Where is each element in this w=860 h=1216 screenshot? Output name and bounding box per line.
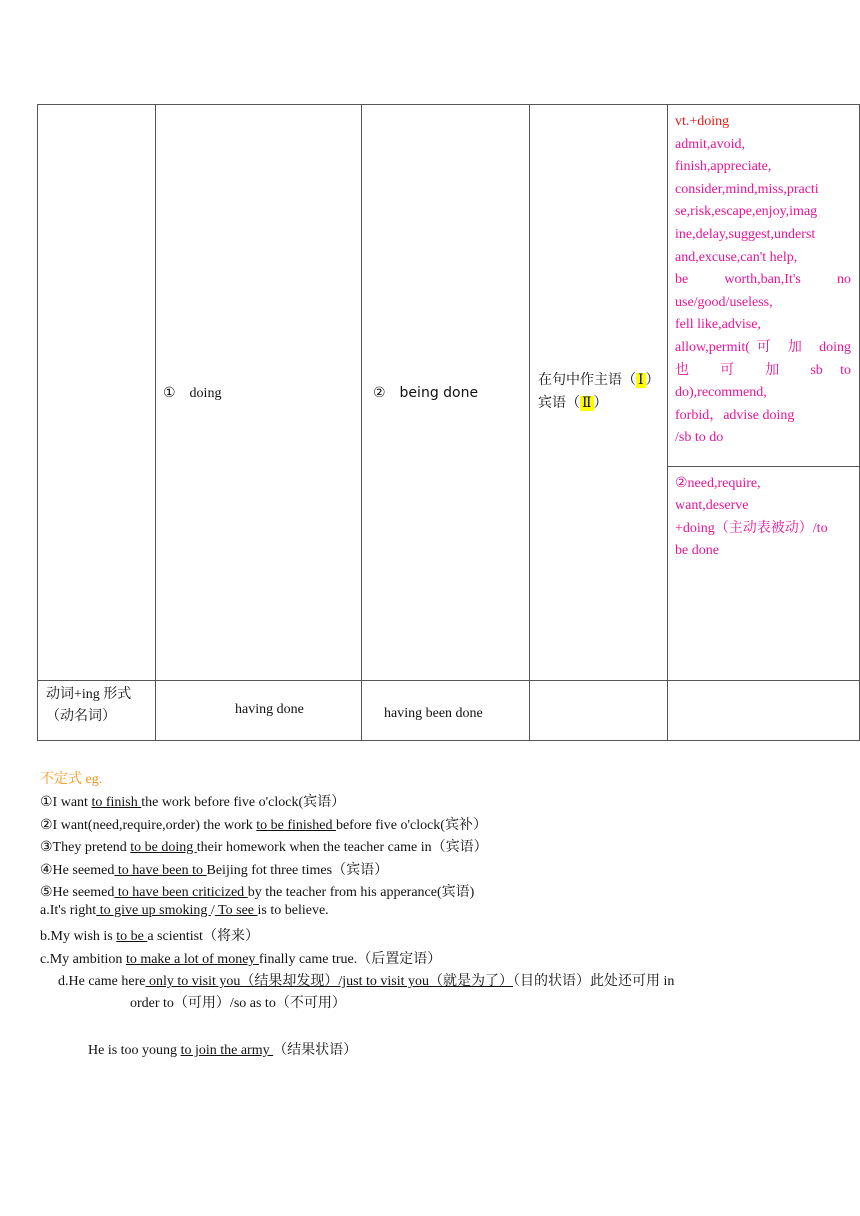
empty-cell — [668, 680, 860, 740]
form-being-done: ② being done — [373, 385, 479, 402]
text: ⑤He seemed — [40, 885, 115, 900]
text: a scientist（将来） — [147, 929, 259, 944]
example-d-cont: order to（可用）/so as to（不可用） — [130, 996, 346, 1011]
having-been-done-cell — [362, 680, 530, 740]
verb-line: fell like,advise, — [675, 317, 761, 333]
text: by the teacher from his apperance(宾语) — [247, 885, 475, 900]
example-e — [88, 1039, 357, 1059]
verb-line: use/good/useless, — [675, 294, 773, 310]
blank-answer: to be doing — [130, 840, 197, 855]
blank-answer: to finish — [91, 795, 142, 810]
text: ②I want(need,require,order) the work — [40, 818, 257, 833]
text: d.He came here — [58, 974, 146, 989]
verb-line: allow,permit(可 加 doing — [675, 339, 851, 355]
text: Beijing fot three times（宾语） — [206, 863, 389, 878]
form-doing-cell — [156, 105, 362, 681]
need-line: +doing（主动表被动）/to — [675, 520, 828, 536]
text: a.It's right — [40, 903, 97, 918]
verbs-doing-title: vt.+doing — [675, 114, 730, 129]
function-subject: 在句中作主语（ — [538, 373, 636, 389]
example-4 — [40, 859, 388, 879]
example-2 — [40, 814, 487, 834]
text: finally came true.（后置定语） — [258, 952, 442, 967]
blank-answer: to make a lot of money — [125, 952, 259, 967]
text: ①I want — [40, 795, 92, 810]
blank-answer: only to visit you（结果却发现）/just to visit you（就是为了） — [145, 974, 513, 989]
blank-answer: to give up smoking — [96, 903, 211, 918]
notes-heading: 不定式 eg. — [40, 772, 103, 787]
verb-line: and,excuse,can't help, — [675, 249, 798, 265]
having-done-cell — [156, 680, 362, 740]
grammar-table — [37, 104, 860, 741]
paren: ） — [645, 373, 660, 389]
example-3 — [40, 836, 488, 856]
empty-cell — [530, 680, 668, 740]
need-line: be done — [675, 543, 719, 559]
mark-2: Ⅱ — [582, 396, 592, 412]
example-a — [40, 903, 329, 919]
example-c — [40, 948, 441, 968]
blank-cell — [38, 105, 156, 681]
verb-line: ine,delay,suggest,underst — [675, 226, 816, 242]
verbs-doing-cell — [668, 105, 860, 467]
row-label-cell — [38, 680, 156, 740]
blank-answer: to be finished — [256, 818, 336, 833]
text: is to believe. — [257, 903, 329, 918]
text: He is too young — [88, 1043, 181, 1058]
verb-line: consider,mind,miss,practi — [675, 181, 819, 197]
example-1 — [40, 791, 345, 811]
text: c.My ambition — [40, 952, 126, 967]
blank-answer: to have been criticized — [114, 885, 248, 900]
need-line: ②need,require, — [675, 475, 761, 491]
text: the work before five o'clock(宾语） — [141, 795, 346, 810]
verb-line: forbid，advise doing — [675, 407, 795, 423]
mark-1: Ⅰ — [638, 373, 644, 389]
form-having-been-done: having been done — [384, 706, 483, 722]
paren: ） — [593, 396, 608, 412]
blank-answer: to join the army — [180, 1043, 274, 1058]
function-object: 宾语（ — [538, 396, 580, 412]
text: before five o'clock(宾补） — [335, 818, 487, 833]
verb-line: do),recommend, — [675, 385, 767, 401]
text: ③They pretend — [40, 840, 131, 855]
verb-line: se,risk,escape,enjoy,imag — [675, 204, 818, 220]
text: （目的状语）此处还可用 in — [512, 974, 675, 989]
need-line: want,deserve — [675, 498, 749, 514]
text: their homework when the teacher came in（宾语） — [196, 840, 488, 855]
text: / — [210, 903, 215, 918]
row-label: 动词+ing 形式 — [46, 686, 132, 702]
verb-line: admit,avoid, — [675, 136, 745, 152]
form-being-done-cell — [362, 105, 530, 681]
form-having-done: having done — [235, 702, 304, 718]
text: b.My wish is — [40, 929, 117, 944]
verb-line: /sb to do — [675, 430, 724, 446]
blank-answer: To see — [214, 903, 258, 918]
verb-line: finish,appreciate, — [675, 159, 772, 175]
form-doing: ① doing — [163, 386, 222, 402]
row-label-sub: （动名词） — [46, 708, 116, 724]
verb-line: 也 可 加 sb to — [675, 362, 851, 378]
example-d — [58, 970, 674, 990]
verb-line: be worth,ban,It's no — [675, 272, 851, 288]
blank-answer: to have been to — [114, 863, 207, 878]
example-b — [40, 925, 259, 945]
function-cell — [530, 105, 668, 681]
example-5 — [40, 881, 474, 901]
text: （结果状语） — [273, 1043, 358, 1058]
text: ④He seemed — [40, 863, 115, 878]
need-group-cell — [668, 466, 860, 680]
blank-answer: to be — [116, 929, 148, 944]
